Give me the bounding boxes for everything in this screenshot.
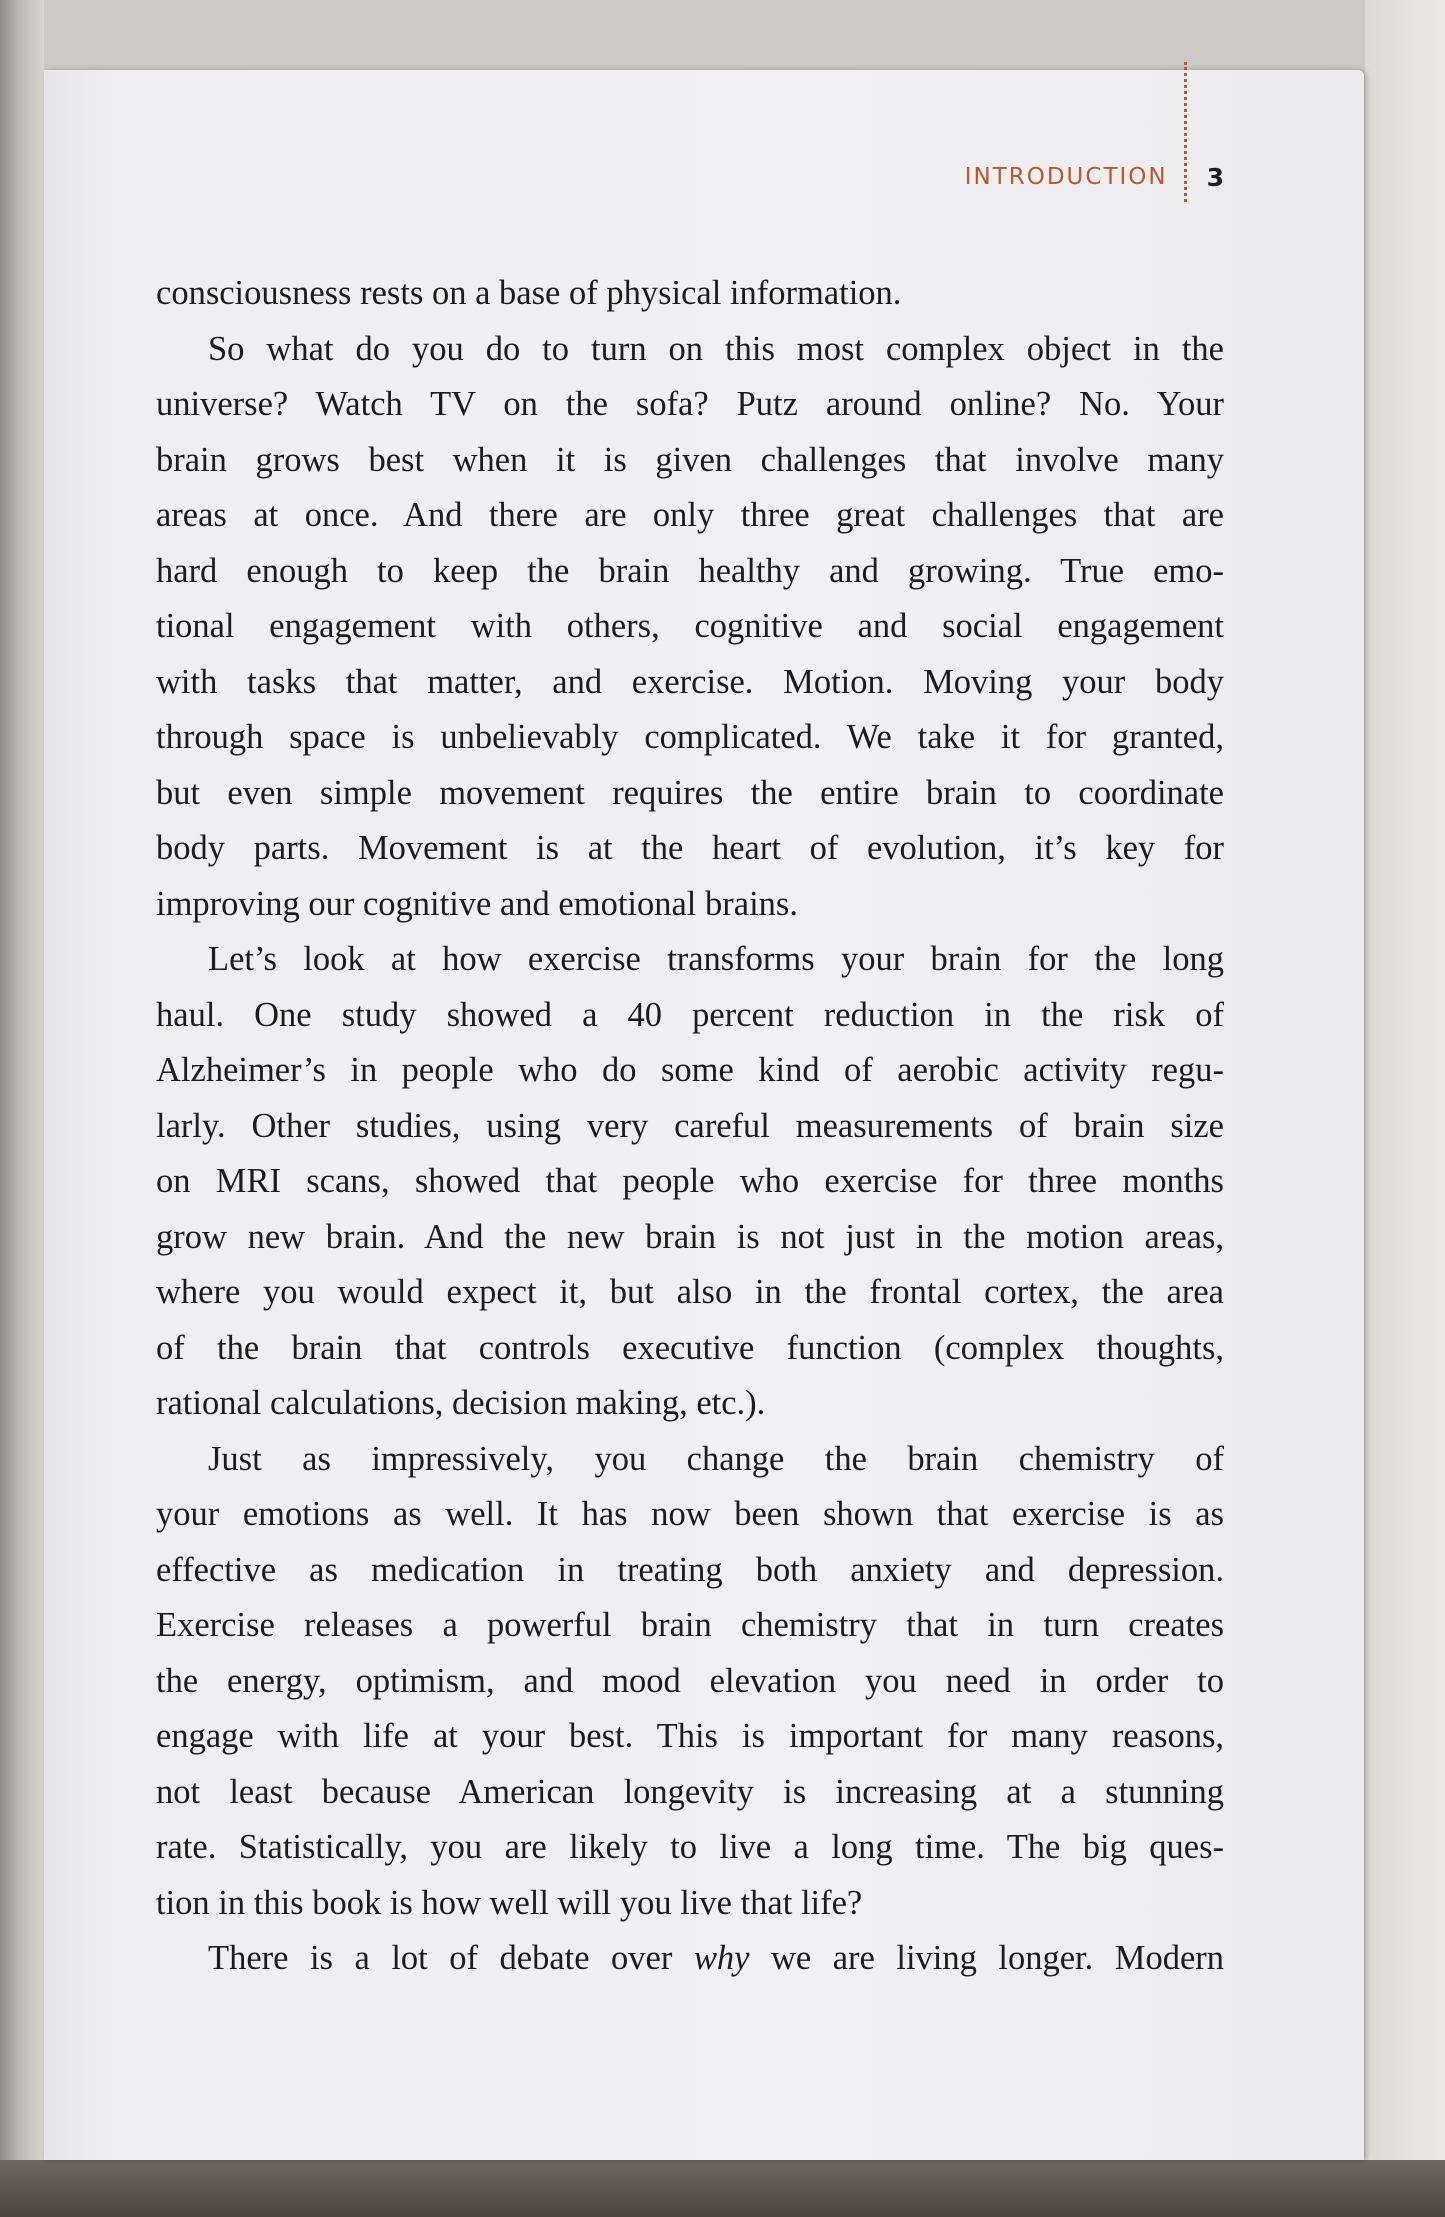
text-line: universe? Watch TV on the sofa? Putz around online? No. Your (156, 385, 1224, 423)
text-line: rate. Statistically, you are likely to live a long time. The big ques- (156, 1828, 1224, 1866)
text-line: rational calculations, decision making, etc.). (156, 1384, 766, 1422)
text-line: consciousness rests on a base of physical information. (156, 274, 902, 312)
text-line: brain grows best when it is given challenges that involve many (156, 440, 1224, 479)
text-line: hard enough to keep the brain healthy and growing. True emo- (156, 551, 1224, 590)
background-surface (1365, 0, 1445, 2217)
text-line: but even simple movement requires the entire brain to coordinate (156, 773, 1224, 812)
left-page-edge (0, 0, 44, 2217)
text-line: haul. One study showed a 40 percent reduction in the risk of (156, 995, 1224, 1034)
text-line: grow new brain. And the new brain is not just in the motion areas, (156, 1217, 1224, 1256)
text-line: areas at once. And there are only three great challenges that are (156, 496, 1224, 534)
paragraph-1 (156, 266, 1224, 322)
text-line (156, 1931, 1224, 1987)
emphasis-word: why (693, 1939, 750, 1977)
body-text (156, 266, 1224, 1987)
page-number: 3 (1206, 162, 1224, 192)
text-line: engage with life at your best. This is important for many reasons, (156, 1717, 1224, 1755)
paragraph-5 (156, 1931, 1224, 1987)
paragraph-2 (156, 322, 1224, 933)
text-line: improving our cognitive and emotional brains. (156, 884, 798, 923)
text-line: the energy, optimism, and mood elevation you need in order to (156, 1661, 1224, 1700)
text-line: Exercise releases a powerful brain chemistry that in turn creates (156, 1606, 1224, 1644)
text-line: effective as medication in treating both anxiety and depression. (156, 1550, 1224, 1589)
text-line: So what do you do to turn on this most complex object in the (208, 329, 1224, 368)
text-line: not least because American longevity is increasing at a stunning (156, 1772, 1224, 1811)
text-line: Alzheimer’s in people who do some kind of aerobic activity regu- (156, 1051, 1224, 1089)
table-surface (0, 2160, 1445, 2217)
running-header (965, 152, 1224, 202)
text-line: body parts. Movement is at the heart of evolution, it’s key for (156, 829, 1224, 867)
paragraph-3 (156, 932, 1224, 1432)
text-run: There is a lot of debate over (208, 1939, 694, 1977)
text-line: through space is unbelievably complicated. We take it for granted, (156, 718, 1224, 756)
paragraph-4 (156, 1432, 1224, 1932)
text-line: Let’s look at how exercise transforms your brain for the long (208, 940, 1224, 978)
text-line: Just as impressively, you change the brain chemistry of (208, 1439, 1224, 1478)
section-label: INTRODUCTION (964, 164, 1168, 190)
text-line: tion in this book is how well will you live that life? (156, 1883, 863, 1922)
text-line: your emotions as well. It has now been shown that exercise is as (156, 1495, 1224, 1533)
text-line: where you would expect it, but also in the frontal cortex, the area (156, 1273, 1224, 1311)
book-page (44, 70, 1364, 2160)
text-line: with tasks that matter, and exercise. Motion. Moving your body (156, 662, 1224, 701)
text-line: tional engagement with others, cognitive and social engagement (156, 607, 1224, 645)
text-run: we are living longer. Modern (749, 1939, 1224, 1977)
text-line: of the brain that controls executive function (complex thoughts, (156, 1328, 1224, 1367)
text-line: larly. Other studies, using very careful measurements of brain size (156, 1106, 1224, 1145)
text-line: on MRI scans, showed that people who exercise for three months (156, 1162, 1224, 1200)
